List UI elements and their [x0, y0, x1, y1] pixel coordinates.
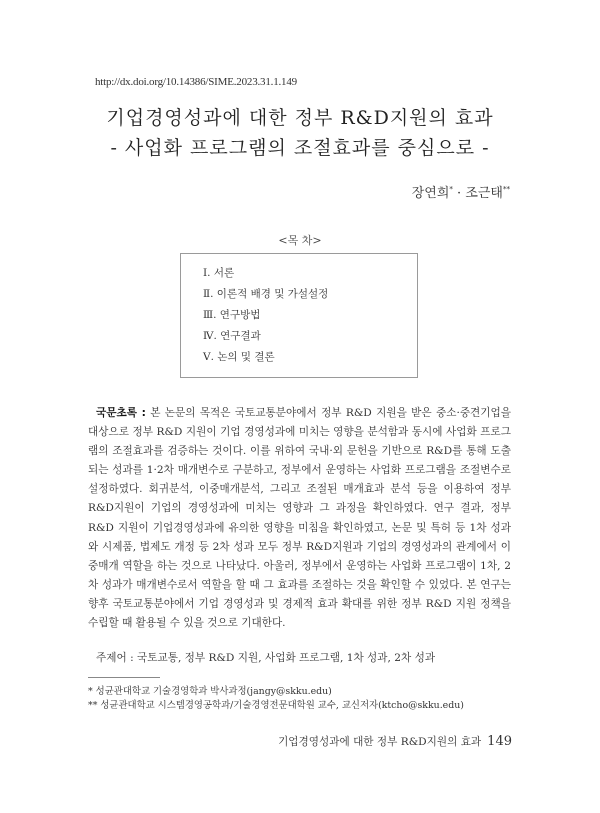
author-separator: ·	[452, 186, 466, 201]
toc-item: Ⅲ. 연구방법	[203, 309, 261, 321]
footnote-divider	[88, 677, 160, 678]
running-footer	[278, 734, 512, 749]
abstract-body: 본 논문의 목적은 국토교통분야에서 정부 R&D 지원을 받은 중소·중견기업을 대상으로 정부 R&D 지원이 기업 경영성과에 미치는 영향을 분석함과 동시에 사업화 프로그램의 조절효과를 검증하는 것이다. 이를 위하여 국내·외 문헌을 기반으로 R&D를 통해 도출되는 성과를 1·2차 매개변수로 구분하고, 정부에서 운영하는 사업화 프로그램을 조절변수로 설정하였다. 회귀분석, 이중매개분석, 그리고 조절된 매개효과 분석 등을 이용하여 정부 R&D지원이 기업의 경영성과에 미치는 영향과 그 과정을 확인하였다. 연구 결과, 정부 R&D 지원이 기업경영성과에 유의한 영향을 미침을 확인하였고, 논문 및 특허 등 1차 성과와 시제품, 법제도 개정 등 2차 성과 모두 정부 R&D지원과 기업의 경영성과의 관계에서 이중매개 역할을 하는 것으로 나타났다. 아울러, 정부에서 운영하는 사업화 프로그램이 1차, 2차 성과가 매개변수로서 역할을 할 때 그 효과를 조절하는 것을 확인할 수 있었다. 본 연구는 향후 국토교통분야에서 기업 경영성과 및 경제적 효과 확대를 위한 정부 R&D 지원 정책을 수립할 때 활용될 수 있을 것으로 기대한다.	[88, 407, 511, 630]
abstract	[88, 404, 511, 633]
table-of-contents	[180, 253, 418, 378]
paper-title: 기업경영성과에 대한 정부 R&D지원의 효과	[106, 107, 494, 129]
footnote: * 성균관대학교 기술경영학과 박사과정(jangy@skku.edu)	[88, 686, 332, 697]
abstract-heading: 국문초록 :	[96, 407, 146, 419]
paper-subtitle: - 사업화 프로그램의 조절효과를 중심으로 -	[110, 137, 490, 159]
toc-item: Ⅴ. 논의 및 결론	[203, 351, 275, 363]
running-title: 기업경영성과에 대한 정부 R&D지원의 효과	[278, 736, 482, 748]
page-number: 149	[487, 734, 512, 749]
doi-link[interactable]: http://dx.doi.org/10.14386/SIME.2023.31.1.149	[95, 76, 297, 88]
author-mark: *	[449, 185, 453, 194]
author-name: 조근태	[465, 186, 503, 201]
author-name: 장연희	[411, 186, 450, 201]
footnote: ** 성균관대학교 시스템경영공학과/기술경영전문대학원 교수, 교신저자(ktcho@skku.edu)	[88, 700, 464, 711]
toc-item: Ⅱ. 이론적 배경 및 가설설정	[203, 288, 329, 300]
author-line	[412, 182, 510, 201]
toc-list	[203, 263, 328, 368]
keywords: 주제어 : 국토교통, 정부 R&D 지원, 사업화 프로그램, 1차 성과, 2차 성과	[96, 652, 436, 664]
toc-item: Ⅰ. 서론	[203, 267, 235, 279]
toc-item: Ⅳ. 연구결과	[203, 330, 261, 342]
author-mark: **	[503, 185, 510, 194]
toc-label: <목 차>	[278, 234, 322, 247]
